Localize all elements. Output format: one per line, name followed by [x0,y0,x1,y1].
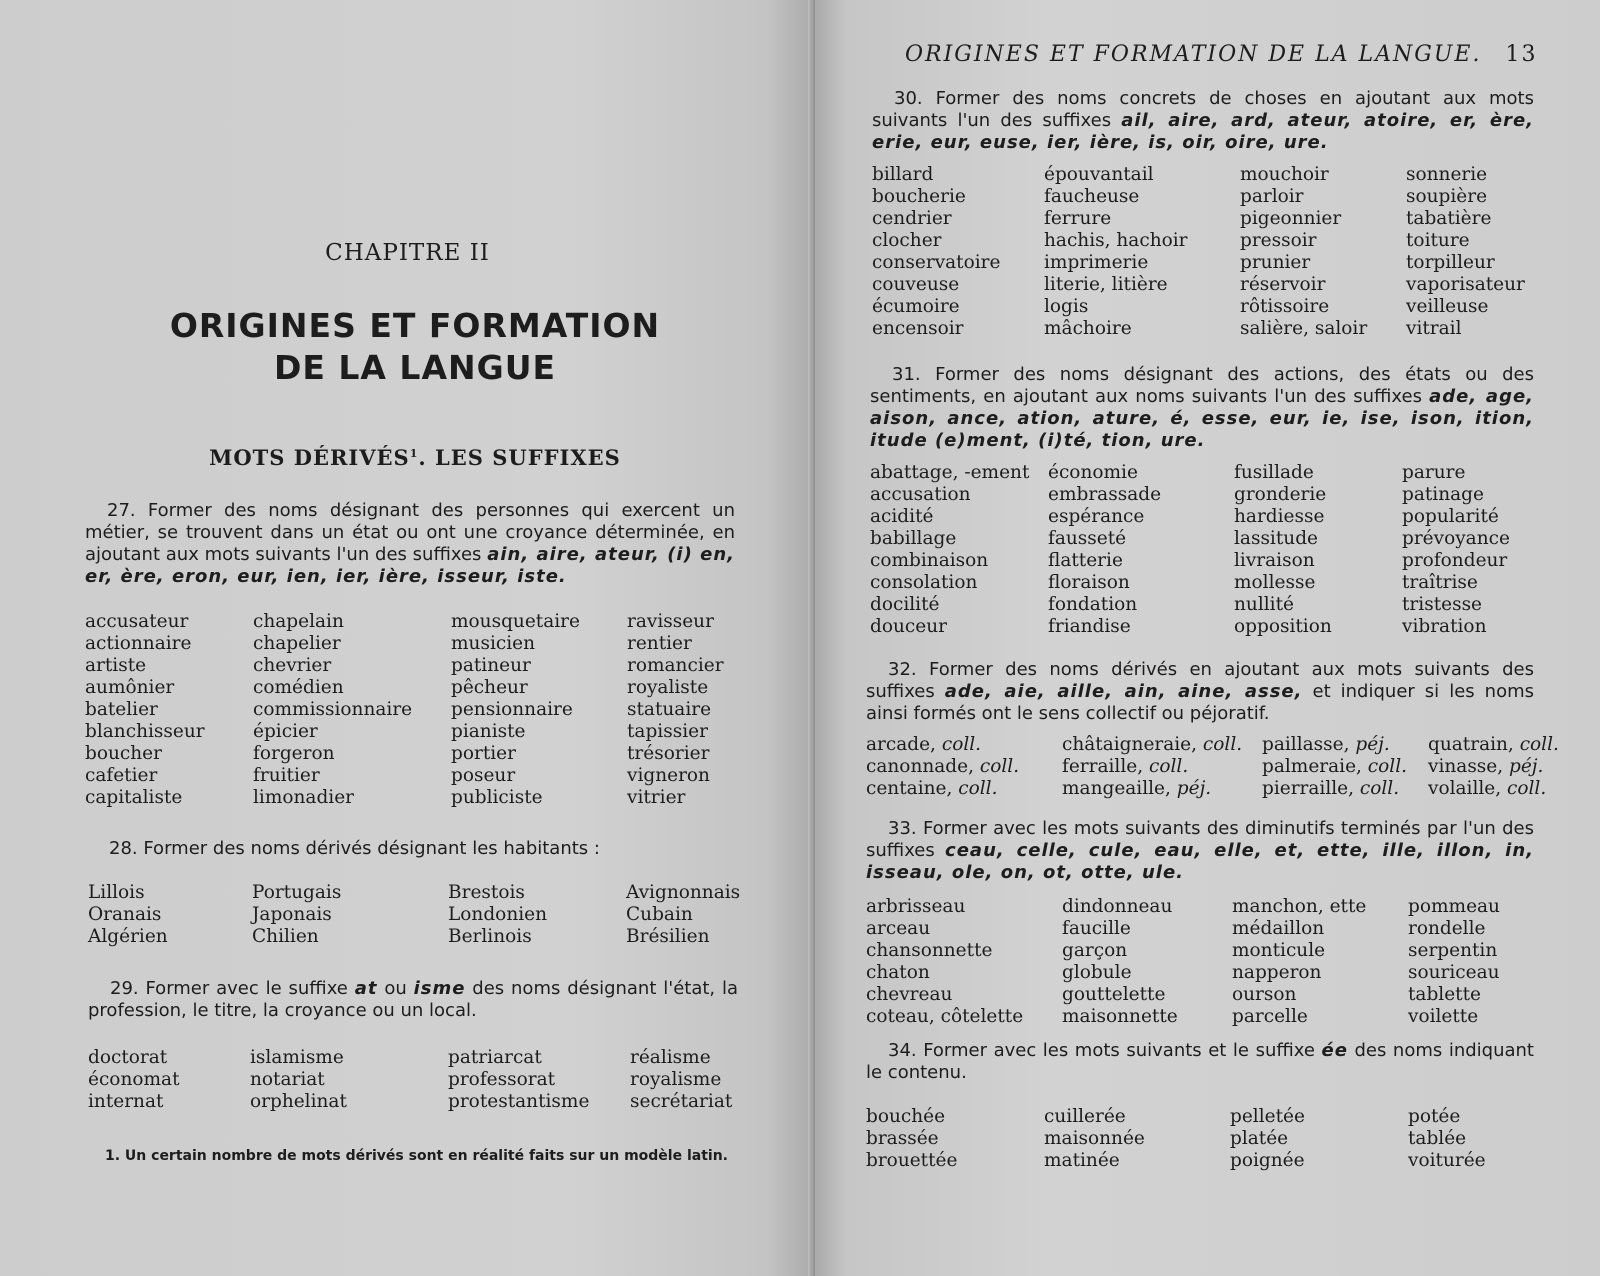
title-line-2: DE LA LANGUE [273,348,557,387]
exercise-29-instructions [88,978,738,1022]
word-entry: babillage [870,528,957,549]
exercise-31-text: 31. Former des noms désignant des actions, des états ou des sentiments, en ajoutant aux noms suivants l'un des suffixes [870,364,1534,407]
word-entry: embrassade [1048,484,1162,505]
word-entry: pressoir [1240,230,1317,251]
word-entry: patriarcat [448,1047,542,1068]
word-entry: ferraille, coll. [1062,756,1189,777]
word-entry: flatterie [1048,550,1123,571]
word-entry: cafetier [85,765,158,786]
word-entry: brassée [866,1128,939,1149]
word-entry: secrétariat [630,1091,733,1112]
word-entry: vaporisateur [1406,274,1525,295]
word-entry: artiste [85,655,147,676]
word-entry: napperon [1232,962,1322,983]
word-entry-tag: coll. [1507,778,1547,799]
word-entry: patineur [451,655,531,676]
word-entry: prévoyance [1402,528,1510,549]
word-entry: bouchée [866,1106,946,1127]
word-entry: poignée [1230,1150,1305,1171]
word-entry: tablée [1408,1128,1467,1149]
word-entry: friandise [1048,616,1131,637]
word-entry: volaille, coll. [1428,778,1547,799]
word-entry: ferrure [1044,208,1112,229]
exercise-31-instructions [870,364,1534,452]
word-entry: monticule [1232,940,1326,961]
word-entry: couveuse [872,274,960,295]
word-entry: maisonnée [1044,1128,1145,1149]
word-entry: fondation [1048,594,1138,615]
word-entry: comédien [253,677,344,698]
word-entry: Chilien [252,926,319,947]
word-entry: épicier [253,721,318,742]
word-entry: capitaliste [85,787,183,808]
word-entry: hachis, hachoir [1044,230,1188,251]
word-entry: tapissier [627,721,708,742]
word-entry: torpilleur [1406,252,1495,273]
exercise-27-word-grid [85,611,747,809]
word-entry: royaliste [627,677,709,698]
word-entry: doctorat [88,1047,168,1068]
section-title-rest: . LES SUFFIXES [418,445,621,470]
word-entry: Avignonnais [626,882,741,903]
word-entry: quatrain, coll. [1428,734,1559,755]
word-entry-tag: péj. [1355,734,1390,755]
running-head-title: ORIGINES ET FORMATION DE LA LANGUE. [905,42,1482,67]
word-entry: espérance [1048,506,1145,527]
word-entry: rôtissoire [1240,296,1330,317]
exercise-32-text-b: et indiquer si les noms ainsi formés ont le sens collectif ou péjoratif. [866,681,1534,724]
word-entry: salière, saloir [1240,318,1368,339]
exercise-27-suffixes: ain, aire, ateur, (i) en, er, ère, eron, eur, ien, ier, ière, isseur, iste. [85,544,735,587]
word-entry: professorat [448,1069,556,1090]
word-entry: médaillon [1232,918,1325,939]
word-entry: opposition [1234,616,1332,637]
word-entry: Japonais [252,904,332,925]
exercise-30-suffixes: ail, aire, ard, ateur, atoire, er, ère, erie, eur, euse, ier, ière, is, oir, oire, ure. [872,110,1534,153]
word-entry: mouchoir [1240,164,1329,185]
word-entry: patinage [1402,484,1484,505]
word-entry: chapelain [253,611,344,632]
word-entry: coteau, côtelette [866,1006,1024,1027]
word-entry: floraison [1048,572,1130,593]
word-entry: orphelinat [250,1091,347,1112]
word-entry: faucheuse [1044,186,1140,207]
word-entry: aumônier [85,677,175,698]
word-entry-tag: coll. [1519,734,1559,755]
word-entry: chevrier [253,655,332,676]
word-entry: tabatière [1406,208,1492,229]
exercise-34-text-b: des noms indiquant le contenu. [866,1040,1534,1083]
word-entry: Brésilien [626,926,710,947]
word-entry: tablette [1408,984,1481,1005]
exercise-33-instructions [866,818,1534,884]
word-entry: faucille [1062,918,1131,939]
word-entry: blanchisseur [85,721,205,742]
word-entry: prunier [1240,252,1311,273]
word-entry: popularité [1402,506,1499,527]
word-entry: Oranais [88,904,162,925]
word-entry: rondelle [1408,918,1486,939]
word-entry: accusation [870,484,971,505]
word-entry: arbrisseau [866,896,966,917]
word-entry: tristesse [1402,594,1483,615]
word-entry: brouettée [866,1150,958,1171]
word-entry-tag: coll. [1148,756,1189,777]
word-entry: toiture [1406,230,1470,251]
word-entry: pierraille, coll. [1262,778,1400,799]
word-entry: notariat [250,1069,325,1090]
word-entry: voiturée [1408,1150,1486,1171]
exercise-30-word-grid [872,164,1546,340]
exercise-33-word-grid [866,896,1538,1028]
word-entry: fruitier [253,765,320,786]
word-entry: ourson [1232,984,1297,1005]
word-entry: docilité [870,594,940,615]
word-entry: fausseté [1048,528,1127,549]
word-entry: mollesse [1234,572,1316,593]
word-entry: combinaison [870,550,989,571]
word-entry: gouttelette [1062,984,1166,1005]
word-entry: parloir [1240,186,1304,207]
word-entry: mâchoire [1044,318,1132,339]
word-entry: romancier [627,655,724,676]
footnote: 1. Un certain nombre de mots dérivés sont en réalité faits sur un modèle latin. [105,1148,728,1164]
word-entry: imprimerie [1044,252,1149,273]
word-entry: boucherie [872,186,966,207]
word-entry: économat [88,1069,180,1090]
exercise-32-text-a: 32. Former des noms dérivés en ajoutant aux mots suivants des suffixes [866,659,1534,702]
word-entry: portier [451,743,516,764]
word-entry: Berlinois [448,926,532,947]
exercise-34-word-grid [866,1106,1538,1172]
word-entry: centaine, coll. [866,778,998,799]
word-entry: gronderie [1234,484,1327,505]
word-entry: mousquetaire [451,611,580,632]
word-entry: réalisme [630,1047,711,1068]
word-entry: pelletée [1230,1106,1305,1127]
word-entry: lassitude [1234,528,1318,549]
exercise-30-instructions [872,88,1534,154]
exercise-29-word-grid [88,1047,750,1113]
word-entry: billard [872,164,934,185]
word-entry: canonnade, coll. [866,756,1020,777]
exercise-31-suffixes: ade, age, aison, ance, ation, ature, é, esse, eur, ie, ise, ison, ition, itude (e)ment, (i)té, tion, ure. [870,386,1534,451]
word-entry: potée [1408,1106,1461,1127]
word-entry-tag: péj. [1176,778,1212,799]
word-entry: profondeur [1402,550,1508,571]
word-entry: châtaigneraie, coll. [1062,734,1243,755]
word-entry-tag: coll. [979,756,1020,777]
word-entry: sonnerie [1406,164,1488,185]
chapter-title [0,305,815,389]
word-entry: voilette [1408,1006,1479,1027]
word-entry: acidité [870,506,934,527]
word-entry: livraison [1234,550,1315,571]
word-entry-tag: coll. [958,778,998,799]
exercise-29-text-c: des noms désignant l'état, la profession, le titre, la croyance ou un local. [88,978,738,1021]
word-entry: musicien [451,633,536,654]
word-entry: limonadier [253,787,355,808]
word-entry: rentier [627,633,692,654]
word-entry: conservatoire [872,252,1001,273]
exercise-29-text-b: ou [377,978,414,999]
word-entry: literie, litière [1044,274,1168,295]
exercise-32-instructions [866,659,1534,725]
exercise-34-text-a: 34. Former avec les mots suivants et le suffixe [888,1040,1322,1061]
word-entry: chansonnette [866,940,993,961]
exercise-29-suffix-at: at [354,978,378,999]
word-entry: dindonneau [1062,896,1173,917]
word-entry: pommeau [1408,896,1500,917]
word-entry: islamisme [250,1047,344,1068]
word-entry: actionnaire [85,633,192,654]
word-entry: accusateur [85,611,189,632]
exercise-31-word-grid [870,462,1542,638]
word-entry: statuaire [627,699,712,720]
word-entry-tag: coll. [1202,734,1243,755]
section-title [0,445,815,470]
exercise-27-text: 27. Former des noms désignant des personnes qui exercent un métier, se trouvent dans un état ou ont une croyance déterminée, en ajoutant aux mots suivants l'un des suffixes [85,500,735,565]
word-entry: internat [88,1091,164,1112]
word-entry: palmeraie, coll. [1262,756,1407,777]
word-entry: épouvantail [1044,164,1154,185]
word-entry: encensoir [872,318,964,339]
word-entry: ravisseur [627,611,714,632]
exercise-29-suffix-isme: isme [413,978,466,999]
exercise-34-instructions [866,1040,1534,1084]
word-entry: manchon, ette [1232,896,1367,917]
word-entry: forgeron [253,743,335,764]
word-entry: cendrier [872,208,952,229]
word-entry: Brestois [448,882,525,903]
exercise-33-suffixes: ceau, celle, cule, eau, elle, et, ette, ille, illon, in, isseau, ole, on, ot, otte, ule. [866,840,1534,883]
word-entry: vigneron [627,765,710,786]
word-entry: pensionnaire [451,699,573,720]
exercise-33-text: 33. Former avec les mots suivants des diminutifs terminés par l'un des suffixes [866,818,1534,861]
word-entry: douceur [870,616,947,637]
word-entry: trésorier [627,743,710,764]
word-entry: logis [1044,296,1089,317]
word-entry: économie [1048,462,1138,483]
word-entry: royalisme [630,1069,722,1090]
word-entry: fusillade [1234,462,1314,483]
word-entry: mangeaille, péj. [1062,778,1212,799]
word-entry: vitrail [1406,318,1462,339]
word-entry: soupière [1406,186,1488,207]
word-entry: publiciste [451,787,543,808]
word-entry: écumoire [872,296,960,317]
word-entry: abattage, -ement [870,462,1030,483]
word-entry-tag: péj. [1509,756,1544,777]
exercise-28-word-grid [88,882,746,948]
word-entry: chaton [866,962,930,983]
word-entry: poseur [451,765,516,786]
word-entry: arceau [866,918,931,939]
word-entry: Lillois [88,882,145,903]
word-entry: cuillerée [1044,1106,1126,1127]
exercise-32-word-grid [866,734,1568,800]
word-entry: pigeonnier [1240,208,1342,229]
word-entry: Cubain [626,904,693,925]
word-entry: réservoir [1240,274,1326,295]
footnote-marker: 1 [409,447,419,460]
section-title-text: MOTS DÉRIVÉS [209,445,410,470]
word-entry: garçon [1062,940,1128,961]
exercise-27-instructions [85,500,735,588]
word-entry: nullité [1234,594,1294,615]
word-entry: matinée [1044,1150,1120,1171]
word-entry: boucher [85,743,162,764]
word-entry: paillasse, péj. [1262,734,1390,755]
word-entry-tag: coll. [1367,756,1407,777]
word-entry: chapelier [253,633,341,654]
word-entry: maisonnette [1062,1006,1178,1027]
word-entry: commissionnaire [253,699,413,720]
word-entry: vitrier [627,787,686,808]
word-entry: protestantisme [448,1091,590,1112]
word-entry: Londonien [448,904,548,925]
page-number: 13 [1505,42,1538,67]
exercise-30-text: 30. Former des noms concrets de choses en ajoutant aux mots suivants l'un des suffixes [872,88,1534,131]
word-entry: platée [1230,1128,1289,1149]
word-entry: souriceau [1408,962,1500,983]
word-entry: globule [1062,962,1132,983]
word-entry: clocher [872,230,942,251]
word-entry: chevreau [866,984,953,1005]
word-entry: traîtrise [1402,572,1478,593]
title-line-1: ORIGINES ET FORMATION [169,306,661,345]
word-entry: consolation [870,572,978,593]
word-entry: pêcheur [451,677,528,698]
word-entry: Algérien [88,926,168,947]
word-entry: pianiste [451,721,526,742]
word-entry: hardiesse [1234,506,1325,527]
exercise-28-instructions: 28. Former des noms dérivés désignant les habitants : [109,838,600,859]
word-entry: batelier [85,699,158,720]
word-entry: arcade, coll. [866,734,982,755]
word-entry: veilleuse [1406,296,1489,317]
exercise-34-suffix: ée [1321,1040,1348,1061]
exercise-32-suffixes: ade, aie, aille, ain, aine, asse, [944,681,1303,702]
chapter-label: CHAPITRE II [325,240,490,266]
word-entry-tag: coll. [941,734,982,755]
word-entry: Portugais [252,882,342,903]
word-entry: serpentin [1408,940,1498,961]
word-entry: parure [1402,462,1466,483]
word-entry: parcelle [1232,1006,1308,1027]
running-head [905,42,1537,67]
word-entry: vibration [1402,616,1487,637]
exercise-29-text-a: 29. Former avec le suffixe [110,978,355,999]
word-entry: vinasse, péj. [1428,756,1544,777]
word-entry-tag: coll. [1359,778,1400,799]
